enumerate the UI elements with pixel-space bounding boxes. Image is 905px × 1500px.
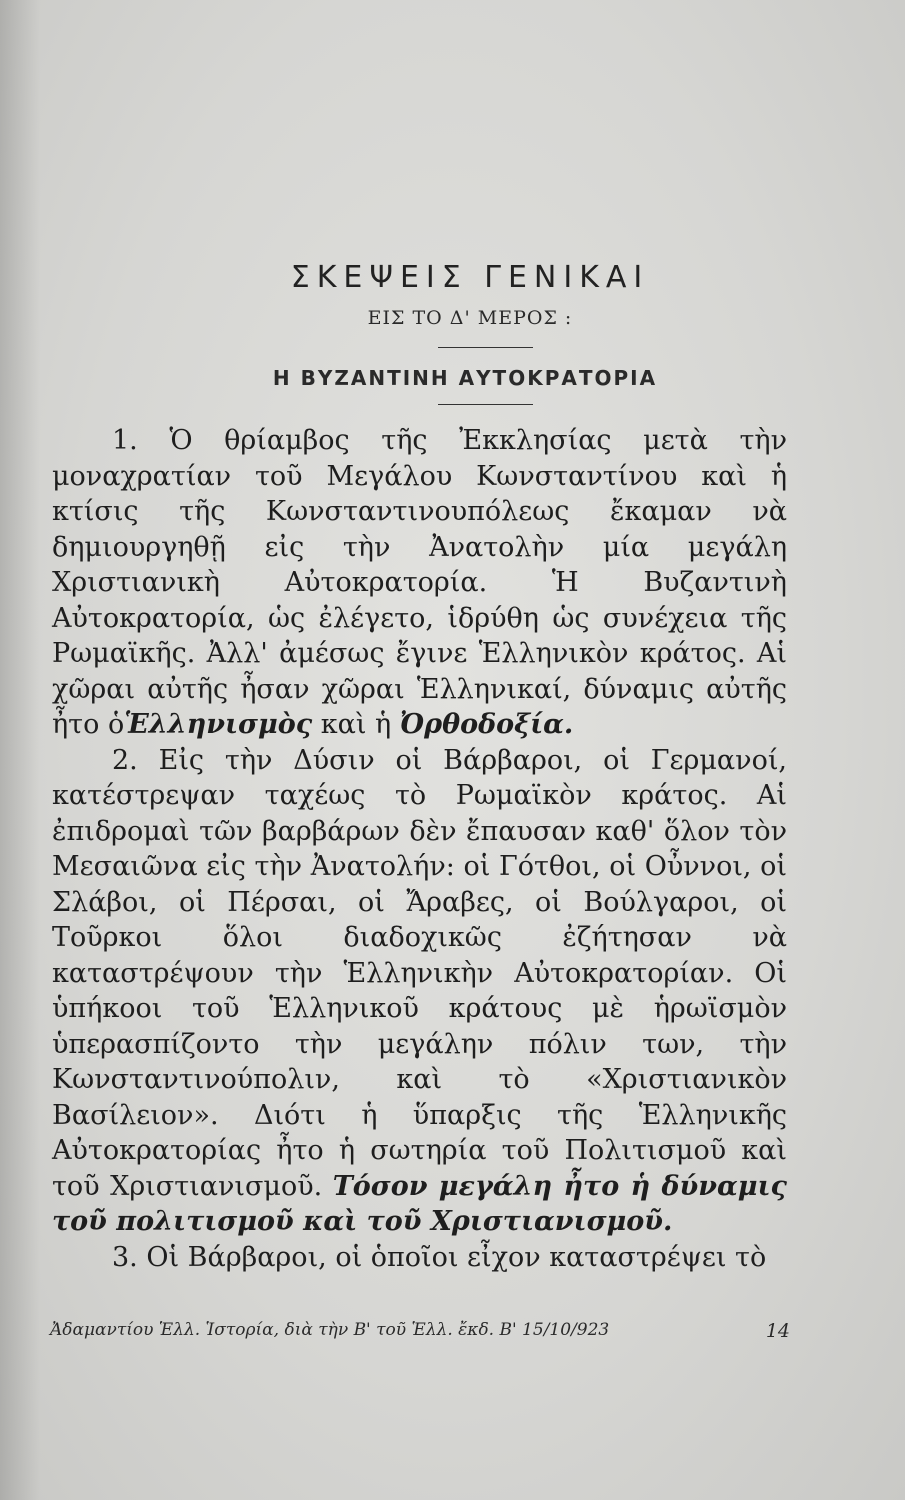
paragraph-1 (52, 423, 787, 743)
page-footer (50, 1320, 790, 1342)
paragraph-1-emphasis-orthodoxy: Ὀρθοδοξία. (399, 709, 574, 740)
body-text (52, 423, 787, 1275)
page-gutter-shadow (0, 0, 40, 1500)
section-divider (438, 404, 533, 405)
paragraph-3 (52, 1240, 787, 1276)
paragraph-2-text: 2. Εἰς τὴν Δύσιν οἱ Βάρβαροι, οἱ Γερμανοί, κατέστρεψαν ταχέως τὸ Ρωμαϊκὸν κράτος. Αἱ ἐπιδρομαὶ τῶν βαρβάρων δὲν ἔπαυσαν καθ' ὅλον τὸν Μεσαιῶνα εἰς τὴν Ἀνατολήν: οἱ Γότθοι, οἱ Οὖννοι, οἱ Σλάβοι, οἱ Πέρσαι, οἱ Ἄραβες, οἱ Βούλγαροι, οἱ Τοῦρκοι ὅλοι διαδοχικῶς ἐζήτησαν νὰ καταστρέψουν τὴν Ἑλληνικὴν Αὐτοκρατορίαν. Οἱ ὑπήκοοι τοῦ Ἑλληνικοῦ κράτους μὲ ἡρωϊσμὸν ὑπερασπίζοντο τὴν μεγάλην πόλιν των, τὴν Κωνσταντινούπολιν, καὶ τὸ «Χριστιανικὸν Βασίλειον». Διότι ἡ ὕπαρξις τῆς Ἑλληνικῆς Αὐτοκρατορίας ἦτο ἡ σωτηρία τοῦ Πολιτισμοῦ καὶ τοῦ Χριστιανισμοῦ. (52, 744, 787, 1202)
paragraph-2 (52, 743, 787, 1240)
footer-reference: Ἀδαμαντίου Ἑλλ. Ἱστορία, διὰ τὴν Β' τοῦ Ἑλλ. ἔκδ. Β' 15/10/923 (50, 1320, 610, 1340)
page-title: ΣΚΕΨΕΙΣ ΓΕΝΙΚΑΙ (290, 260, 650, 295)
page-number: 14 (765, 1320, 790, 1342)
section-title: Η ΒΥΖΑΝΤΙΝΗ ΑΥΤΟΚΡΑΤΟΡΙΑ (272, 366, 658, 390)
paragraph-2-emphasis: Τόσον μεγάλη ἦτο ἡ δύναμις τοῦ πολιτισμοῦ καὶ τοῦ Χριστιανισμοῦ. (52, 1170, 787, 1237)
paragraph-1-joiner: καὶ ἡ (312, 709, 400, 740)
page-subtitle: ΕΙΣ ΤΟ Δ' ΜΕΡΟΣ : (367, 307, 573, 329)
paragraph-1-text: 1. Ὁ θρίαμβος τῆς Ἐκκλησίας μετὰ τὴν μοναχρατίαν τοῦ Μεγάλου Κωνσταντίνου καὶ ἡ κτίσις τῆς Κωνσταντινουπόλεως ἔκαμαν νὰ δημιουργηθῇ εἰς τὴν Ἀνατολὴν μία μεγάλη Χριστιανικὴ Αὐτοκρατορία. Ἡ Βυζαντινὴ Αὐτοκρατορία, ὡς ἐλέγετο, ἱδρύθη ὡς συνέχεια τῆς Ρωμαϊκῆς. Ἀλλ' ἀμέσως ἔγινε Ἑλληνικὸν κράτος. Αἱ χῶραι αὐτῆς ἦσαν χῶραι Ἑλληνικαί, δύναμις αὐτῆς ἦτο ὁ (52, 425, 787, 740)
title-divider (438, 347, 533, 348)
paragraph-3-text: 3. Οἱ Βάρβαροι, οἱ ὁποῖοι εἶχον καταστρέψει τὸ (112, 1241, 767, 1273)
paragraph-1-emphasis-hellenism: Ἑλληνισμὸς (124, 709, 313, 740)
page-content (52, 260, 787, 1275)
